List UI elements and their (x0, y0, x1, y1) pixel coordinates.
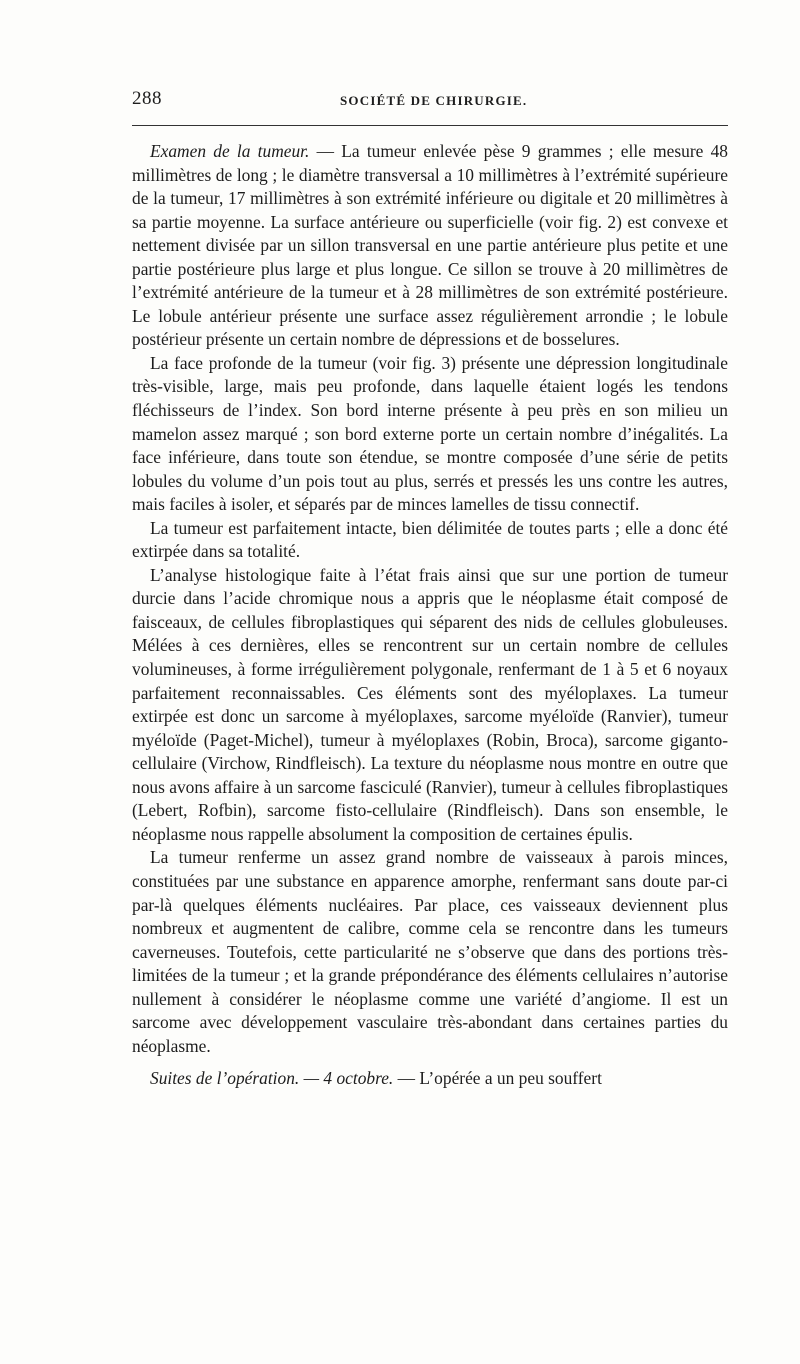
paragraph-text: — La tumeur enlevée pèse 9 grammes ; elle mesure 48 millimètres de long ; le diamètre transversal a 10 millimètres à l’extrémité supérieure de la tumeur, 17 millimètres à son extrémité inférieure ou digitale et 20 millimètres à sa partie moyenne. La surface antérieure ou superficielle (voir fig. 2) est convexe et nettement divisée par un sillon transversal en une partie antérieure plus petite et une partie postérieure plus large et plus longue. Ce sillon se trouve à 20 millimètres de l’extrémité antérieure de la tumeur et à 28 millimètres de son extrémité postérieure. Le lobule antérieur présente une surface assez régulièrement arrondie ; le lobule postérieur présente un certain nombre de dépressions et de bosselures. (132, 141, 728, 350)
body-text (132, 140, 728, 1091)
paragraph-examen (132, 140, 728, 352)
paragraph-face-profonde (132, 352, 728, 517)
paragraph-tumeur-intacte (132, 517, 728, 564)
paragraph-text: L’analyse histologique faite à l’état frais ainsi que sur une portion de tumeur durcie dans l’acide chromique nous a appris que le néoplasme était composé de faisceaux, de cellules fibroplastiques qui séparent des nids de cellules globuleuses. Mélées à ces dernières, elles se rencontrent sur un certain nombre de cellules volumineuses, à forme irrégulièrement polygonale, renfermant de 1 à 5 et 6 noyaux parfaitement reconnaissables. Ces éléments sont des myéloplaxes. La tumeur extirpée est donc un sarcome à myéloplaxes, sarcome myéloïde (Ranvier), tumeur myéloïde (Paget-Michel), tumeur à myéloplaxes (Robin, Broca), sarcome giganto-cellulaire (Virchow, Rindfleisch). La texture du néoplasme nous montre en outre que nous avons affaire à un sarcome fasciculé (Ranvier), tumeur à cellules fibroplastiques (Lebert, Rofbin), sarcome fisto-cellulaire (Rindfleisch). Dans son ensemble, le néoplasme nous rappelle absolument la composition de certaines épulis. (132, 564, 728, 844)
page-header (132, 88, 728, 118)
running-head: SOCIÉTÉ DE CHIRURGIE. (340, 93, 528, 108)
header-rule (132, 125, 728, 126)
paragraph-text: La tumeur est parfaitement intacte, bien délimitée de toutes parts ; elle a donc été extirpée dans sa totalité. (132, 517, 728, 562)
paragraph-analyse-histologique (132, 564, 728, 847)
paragraph-vaisseaux (132, 846, 728, 1058)
section-lead-suites: Suites de l’opération. — 4 octobre. (150, 1068, 394, 1089)
page-number: 288 (132, 88, 162, 109)
paragraph-suites (132, 1067, 728, 1091)
section-lead-examen: Examen de la tumeur. (150, 141, 310, 161)
paragraph-text: La face profonde de la tumeur (voir fig. 3) présente une dépression longitudinale très-visible, large, mais peu profonde, dans laquelle étaient logés les tendons fléchisseurs de l’index. Son bord interne présente à peu près en son milieu un mamelon assez marqué ; son bord externe porte un certain nombre d’inégalités. La face inférieure, dans toute son étendue, se montre composée d’une série de petits lobules du volume d’un pois tout au plus, serrés et pressés les uns contre les autres, mais faciles à isoler, et séparés par de minces lamelles de tissu connectif. (132, 352, 728, 515)
paragraph-text: — L’opérée a un peu souffert (393, 1068, 602, 1089)
paragraph-text: La tumeur renferme un assez grand nombre de vaisseaux à parois minces, constituées par une substance en apparence amorphe, renfermant sans doute par-ci par-là quelques éléments nucléaires. Par place, ces vaisseaux deviennent plus nombreux et augmentent de calibre, comme cela se rencontre dans les tumeurs caverneuses. Toutefois, cette particularité ne s’observe que dans des portions très-limitées de la tumeur ; et la grande prépondérance des éléments cellulaires n’autorise nullement à considérer le néoplasme comme une variété d’angiome. Il est un sarcome avec développement vasculaire très-abondant dans certaines parties du néoplasme. (132, 847, 728, 1056)
